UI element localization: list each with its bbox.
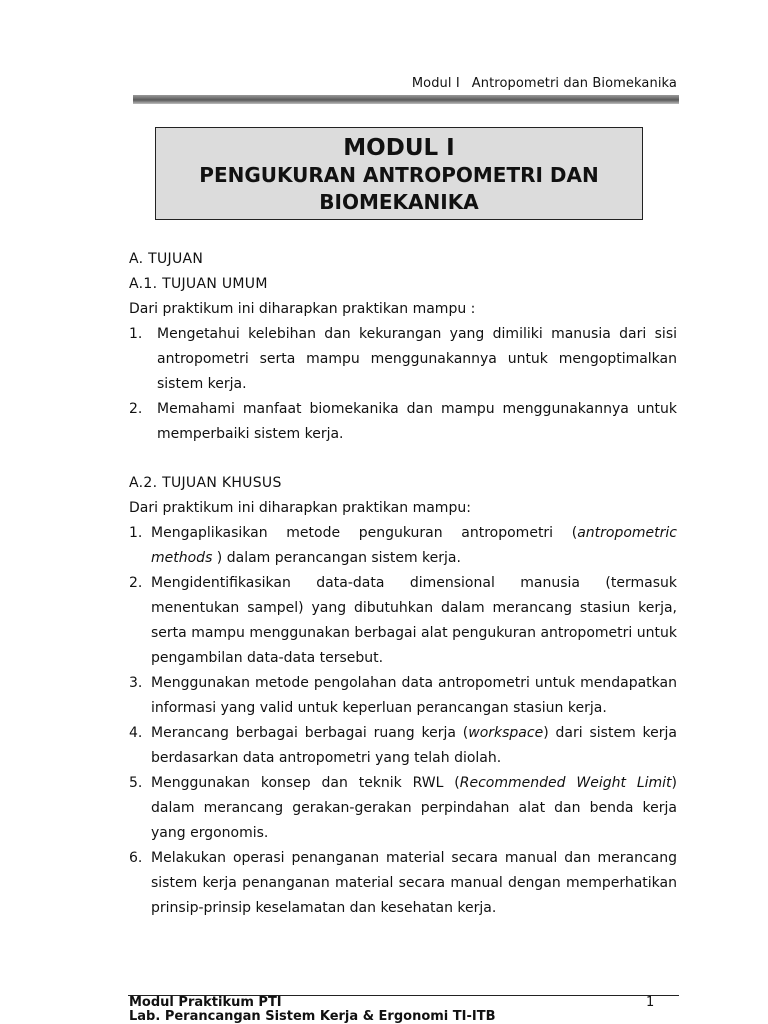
list-item-number: 2. — [129, 401, 143, 417]
footer-course-title: Modul Praktikum PTI — [129, 995, 282, 1010]
list-item-number: 2. — [129, 575, 143, 591]
section-a-heading: A. TUJUAN — [129, 251, 204, 267]
tujuan-khusus-list — [129, 521, 677, 921]
list-item — [129, 846, 677, 921]
title-line-1: MODUL I — [343, 135, 455, 161]
list-item-text: Merancang berbagai berbagai ruang kerja ( — [151, 725, 469, 741]
section-a1-intro: Dari praktikum ini diharapkan praktikan mampu : — [129, 301, 476, 317]
list-item-text: Mengetahui kelebihan dan kekurangan yang dimiliki manusia dari sisi antropometri serta mampu menggunakannya untuk mengoptimalkan sistem kerja. — [157, 326, 677, 392]
document-body — [129, 247, 677, 921]
list-item-text: Mengidentifikasikan data-data dimensional manusia (termasuk menentukan sampel) yang dibutuhkan dalam merancang stasiun kerja, serta mampu menggunakan berbagai alat pengukuran antropometri untuk pengambilan data-data tersebut. — [151, 575, 677, 666]
list-item-text: Mengaplikasikan metode pengukuran antropometri ( — [151, 525, 578, 541]
list-item-text: Menggunakan konsep dan teknik RWL ( — [151, 775, 460, 791]
list-item-number: 5. — [129, 775, 143, 791]
title-box — [155, 127, 643, 220]
list-item — [129, 397, 677, 447]
list-item-emphasis: workspace — [468, 725, 544, 741]
list-item-number: 4. — [129, 725, 143, 741]
list-item — [129, 671, 677, 721]
header-bar — [133, 95, 679, 104]
list-item-text-tail: ) dalam merancang gerakan-gerakan perpindahan alat dan benda kerja yang ergonomis. — [151, 775, 677, 841]
list-item-number: 1. — [129, 525, 143, 541]
list-item-number: 3. — [129, 675, 143, 691]
title-line-2: PENGUKURAN ANTROPOMETRI DAN — [199, 163, 599, 187]
list-item-text-tail: ) dalam perancangan sistem kerja. — [212, 550, 461, 566]
list-item — [129, 721, 677, 771]
list-item-emphasis: antropometric methods — [151, 525, 677, 566]
header-module-subject: Antropometri dan Biomekanika — [471, 76, 677, 91]
section-a2-heading: A.2. TUJUAN KHUSUS — [129, 475, 282, 491]
footer-lab-name: Lab. Perancangan Sistem Kerja & Ergonomi TI-ITB — [129, 1009, 496, 1024]
header-module-label: Modul I — [411, 76, 460, 91]
section-a2-intro: Dari praktikum ini diharapkan praktikan mampu: — [129, 500, 471, 516]
list-item — [129, 322, 677, 397]
list-item-emphasis: Recommended Weight Limit — [459, 775, 672, 791]
page-number: 1 — [646, 995, 655, 1010]
list-item — [129, 571, 677, 671]
list-item — [129, 521, 677, 571]
list-item-text: Memahami manfaat biomekanika dan mampu menggunakannya untuk memperbaiki sistem kerja. — [157, 401, 677, 442]
list-item-text-tail: ) dari sistem kerja berdasarkan data antropometri yang telah diolah. — [151, 725, 678, 766]
tujuan-umum-list — [129, 322, 677, 447]
list-item-number: 6. — [129, 850, 143, 866]
list-item-text: Melakukan operasi penanganan material secara manual dan merancang sistem kerja penanganan material secara manual dengan memperhatikan prinsip-prinsip keselamatan dan kesehatan kerja. — [151, 850, 677, 916]
title-line-3: BIOMEKANIKA — [319, 190, 479, 214]
section-a1-heading: A.1. TUJUAN UMUM — [129, 276, 268, 292]
list-item-number: 1. — [129, 326, 143, 342]
running-header — [412, 76, 677, 91]
list-item — [129, 771, 677, 846]
list-item-text: Menggunakan metode pengolahan data antropometri untuk mendapatkan informasi yang valid untuk keperluan perancangan stasiun kerja. — [151, 675, 677, 716]
